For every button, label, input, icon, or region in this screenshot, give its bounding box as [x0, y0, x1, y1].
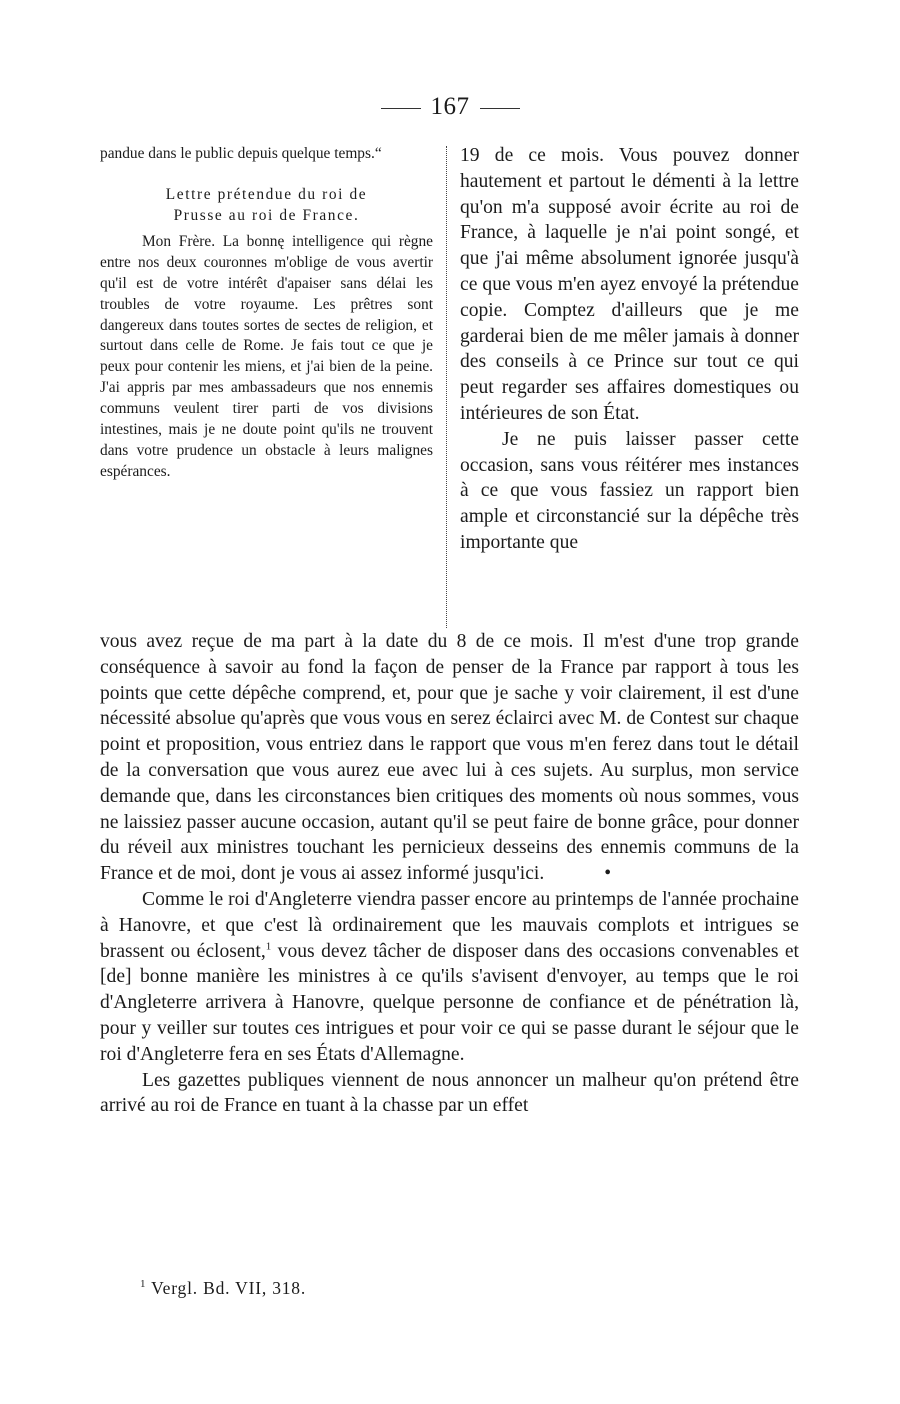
letter-body: Mon Frère. La bonnę intelligence qui règne entre nos deux couronnes m'oblige de vous avertir qu'il est de votre intérêt d'apaiser sans délai les troubles de votre royaume. Les prêtres sont dangereux dans toutes sortes de sectes de religion, et surtout dans celle de Rome. Je fais tout ce que je peux pour contenir les miens, et j'ai bien de la peine. J'ai appris par mes ambassadeurs que nos ennemis communs veulent tirer parti de vos divisions intestines, mais je ne doute point qu'ils ne trouvent dans votre prudence un obstacle à leurs malignes espérances.: [100, 232, 433, 480]
footnote-mark: 1: [140, 1278, 147, 1291]
page-number: [0, 92, 900, 122]
full-width-text: [100, 629, 799, 1119]
paragraph-4: Les gazettes publiques viennent de nous annoncer un malheur qu'on prétend être arrivé au roi de France en tuant à la chasse par un effet: [100, 1069, 799, 1117]
paragraph-3-part-a: Comme le roi d'Angleterre viendra passer encore au printemps de l'année prochaine à Hanovre, et que c'est là ordinairement que les mauvais complots et intrigues se brassent ou éclosent,: [100, 888, 799, 962]
stray-mark: •: [604, 863, 612, 885]
right-paragraph-1: 19 de ce mois. Vous pouvez donner hautement et partout le démenti à la lettre qu'on m'a supposé avoir écrite au roi de France, à laquelle je n'ai point songé, et que j'ai même absolument ignorée jusqu'à ce que vous m'en ayez envoyé la prétendue copie. Comptez d'ailleurs que je me garderai bien de me mêler jamais à donner des conseils à ce Prince sur tout ce qui peut regarder ses affaires domestiques ou intérieures de son État.: [460, 145, 799, 424]
left-continuation: pandue dans le public depuis quelque temps.“: [100, 145, 382, 162]
page-number-dash-left: [381, 108, 421, 109]
paragraph-2-continuation: [100, 629, 799, 887]
page-number-dash-right: [480, 108, 520, 109]
right-column: [460, 143, 799, 556]
paragraph-2-continuation-text: vous avez reçue de ma part à la date du 8 de ce mois. Il m'est d'une trop grande conséquence à savoir au fond la façon de penser de la France par rapport à tous les points que cette dépêche comprend, et, pour que je sache y voir clairement, il est d'une nécessité absolue qu'après que vous vous en serez éclairci avec M. de Contest sur chaque point et proposition, vous entriez dans le rapport que vous m'en ferez dans tout le détail de la conversation que vous aurez eue avec lui à ces sujets. Au surplus, mon service demande que, dans les circonstances bien critiques des moments où nous sommes, vous ne laissiez passer aucune occasion, autant qu'il se peut faire de bonne grâce, pour donner du réveil aux ministres touchant les pernicieux desseins des ennemis communs de la France et de moi, dont je vous ai assez informé jusqu'ici.: [100, 631, 799, 885]
footnote-ref: 1: [265, 940, 272, 953]
letter-heading: [100, 184, 433, 226]
left-column: [100, 144, 433, 483]
footnote: [140, 1276, 306, 1300]
column-divider: [446, 146, 447, 628]
paragraph-3-part-b: vous devez tâcher de disposer dans des occasions convenables et [de] bonne manière les ministres à ce qu'ils s'avisent d'envoyer, au temps que le roi d'Angleterre arrivera à Hanovre, quelque personne de confiance et de pénétration là, pour y veiller sur toutes ces intrigues et pour voir ce qui se passe durant le séjour que le roi d'Angleterre fera en ses États d'Allemagne.: [100, 940, 799, 1065]
right-paragraph-2: Je ne puis laisser passer cette occasion, sans vous réitérer mes instances à ce que vous fassiez un rapport bien ample et circonstancié sur la dépêche très importante que: [460, 428, 799, 553]
letter-heading-line2: Prusse au roi de France.: [173, 206, 360, 224]
page-number-text: 167: [430, 93, 470, 120]
paragraph-3: [100, 887, 799, 1068]
footnote-text: Vergl. Bd. VII, 318.: [146, 1278, 307, 1298]
letter-heading-line1: Lettre prétendue du roi de: [165, 185, 368, 203]
